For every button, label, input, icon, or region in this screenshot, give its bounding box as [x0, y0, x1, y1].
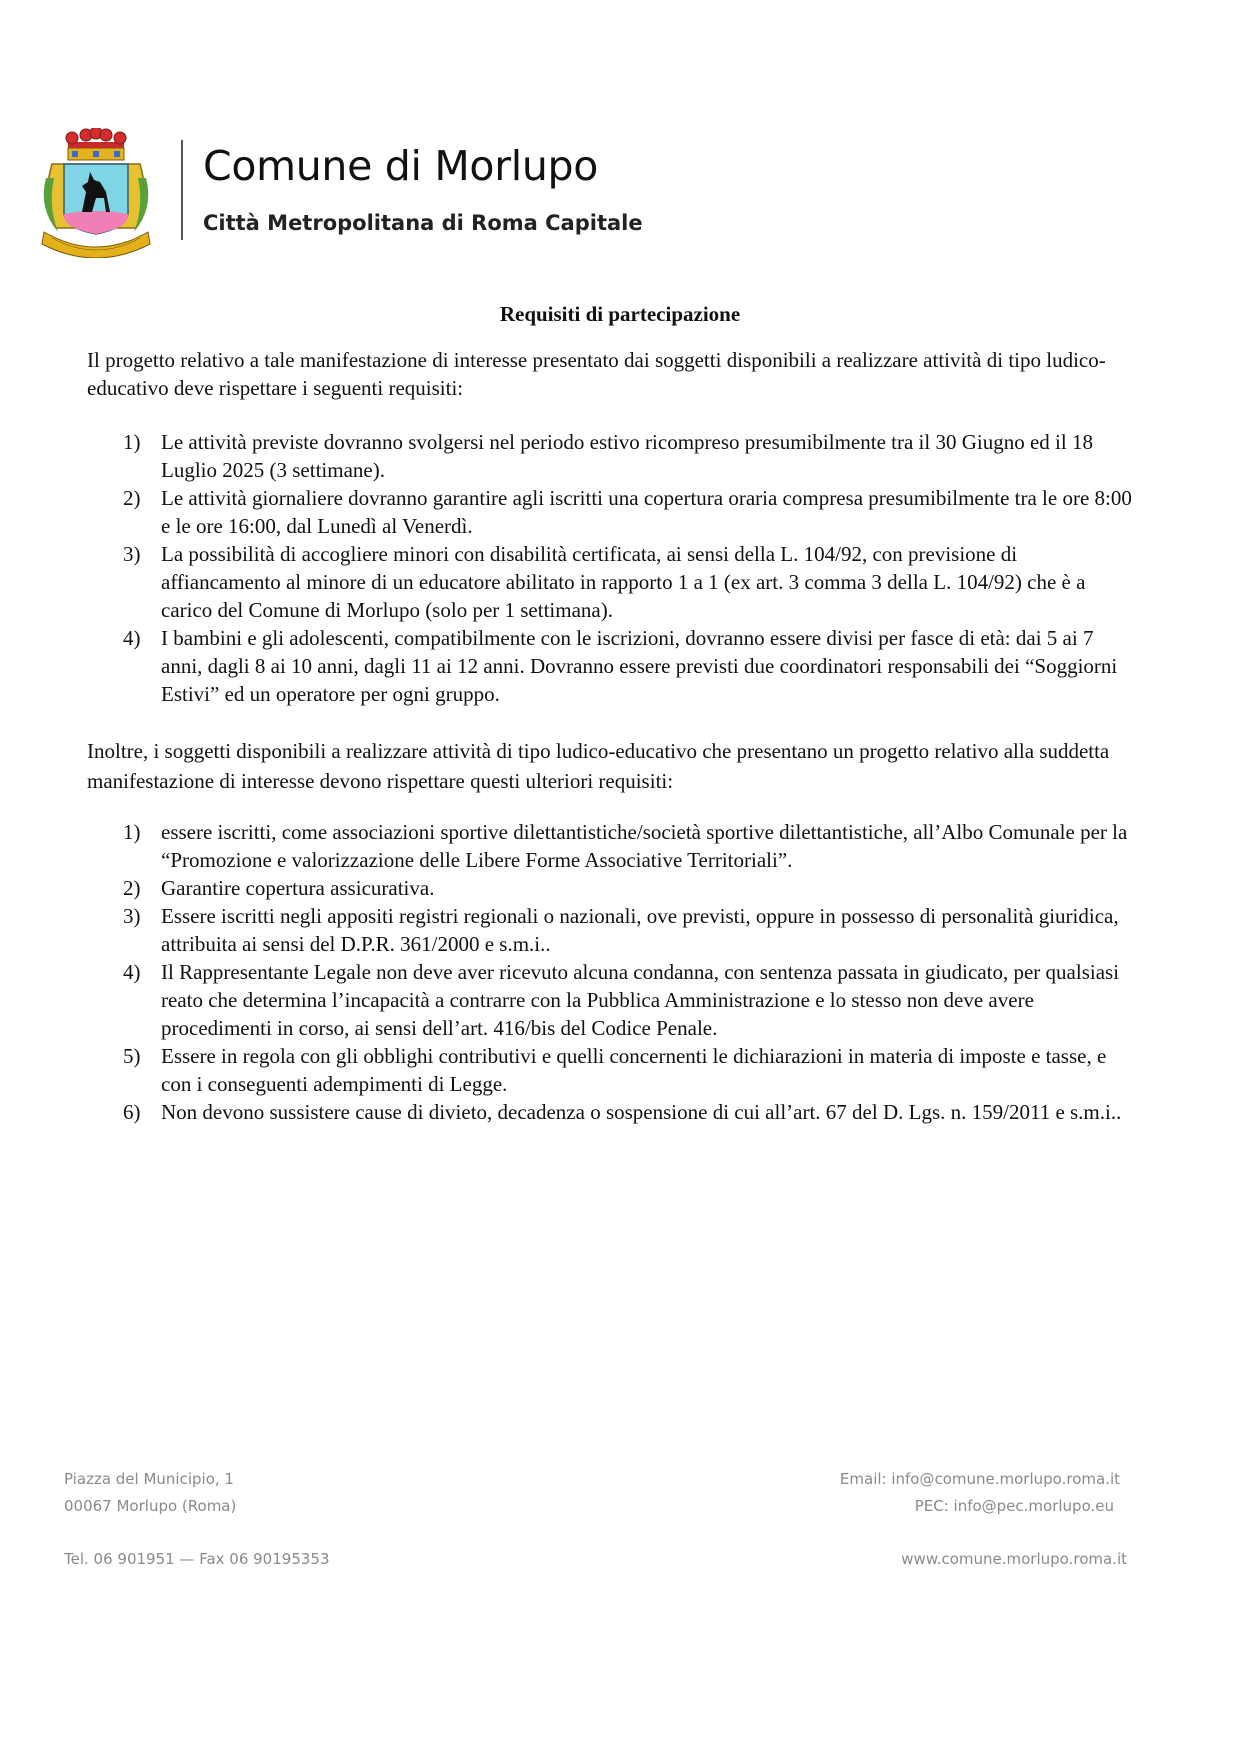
list-number: 5) [123, 1044, 141, 1068]
footer-address-line2: 00067 Morlupo (Roma) [64, 1497, 237, 1515]
coat-of-arms-icon [38, 128, 154, 258]
organization-name: Comune di Morlupo [203, 142, 599, 190]
list-text: Garantire copertura assicurativa. [161, 876, 435, 900]
intro-paragraph: Il progetto relativo a tale manifestazione di interesse presentato dai soggetti disponibili a realizzare attività di tipo ludico-educativo deve rispettare i seguenti requisiti: [87, 348, 1106, 400]
list-item [87, 874, 1137, 902]
list-text: Le attività previste dovranno svolgersi nel periodo estivo ricompreso presumibilmente tra il 30 Giugno ed il 18 Luglio 2025 (3 settimane). [161, 430, 1093, 482]
list-item [87, 1098, 1137, 1126]
list-item [87, 428, 1137, 484]
requirements-list-2 [87, 818, 1137, 1126]
list-number: 1) [123, 430, 141, 454]
footer-website: www.comune.morlupo.roma.it [901, 1550, 1127, 1568]
list-number: 6) [123, 1100, 141, 1124]
list-number: 2) [123, 486, 141, 510]
list-number: 4) [123, 626, 141, 650]
document-title: Requisiti di partecipazione [499, 302, 741, 326]
list-item [87, 818, 1137, 874]
list-text: Essere in regola con gli obblighi contributivi e quelli concernenti le dichiarazioni in materia di imposte e tasse, e con i conseguenti adempimenti di Legge. [161, 1044, 1107, 1096]
requirements-list-1 [87, 428, 1137, 708]
list-number: 3) [123, 904, 141, 928]
list-item [87, 540, 1137, 624]
intro2-section [87, 736, 1137, 796]
list-item [87, 958, 1137, 1042]
list-text: Il Rappresentante Legale non deve aver ricevuto alcuna condanna, con sentenza passata in giudicato, per qualsiasi reato che determina l’incapacità a contrarre con la Pubblica Amministrazione e lo stesso non deve avere procedimenti in corso, ai sensi dell’art. 416/bis del Codice Penale. [161, 960, 1120, 1040]
list-item [87, 1042, 1137, 1098]
list-text: Non devono sussistere cause di divieto, decadenza o sospensione di cui all’art. 67 del D. Lgs. n. 159/2011 e s.m.i.. [161, 1100, 1122, 1124]
list-number: 4) [123, 960, 141, 984]
intro2-paragraph: Inoltre, i soggetti disponibili a realizzare attività di tipo ludico-educativo che presentano un progetto relativo alla suddetta manifestazione di interesse devono rispettare questi ulteriori requisiti: [87, 739, 1110, 793]
list-text: essere iscritti, come associazioni sportive dilettantistiche/società sportive dilettantistiche, all’Albo Comunale per la “Promozione e valorizzazione delle Libere Forme Associative Territoriali”. [161, 820, 1128, 872]
list-item [87, 484, 1137, 540]
organization-subtitle: Città Metropolitana di Roma Capitale [203, 211, 643, 235]
footer-address-line1: Piazza del Municipio, 1 [64, 1470, 234, 1488]
list-text: Le attività giornaliere dovranno garantire agli iscritti una copertura oraria compresa presumibilmente tra le ore 8:00 e le ore 16:00, dal Lunedì al Venerdì. [161, 486, 1132, 538]
list-item [87, 624, 1137, 708]
list-number: 2) [123, 876, 141, 900]
footer-pec: PEC: info@pec.morlupo.eu [914, 1497, 1114, 1515]
list-item [87, 902, 1137, 958]
list-text: Essere iscritti negli appositi registri regionali o nazionali, ove previsti, oppure in possesso di personalità giuridica, attribuita ai sensi del D.P.R. 361/2000 e s.m.i.. [161, 904, 1119, 956]
list-number: 1) [123, 820, 141, 844]
list-text: La possibilità di accogliere minori con disabilità certificata, ai sensi della L. 104/92, con previsione di affiancamento al minore di un educatore abilitato in rapporto 1 a 1 (ex art. 3 comma 3 della L. 104/92) che è a carico del Comune di Morlupo (solo per 1 settimana). [161, 542, 1086, 622]
list-text: I bambini e gli adolescenti, compatibilmente con le iscrizioni, dovranno essere divisi per fasce di età: dai 5 ai 7 anni, dagli 8 ai 10 anni, dagli 11 ai 12 anni. Dovranno essere previsti due coordinatori responsabili dei “Soggiorni Estivi” ed un operatore per ogni gruppo. [161, 626, 1118, 706]
list-number: 3) [123, 542, 141, 566]
intro-section [87, 346, 1137, 402]
footer-phone-fax: Tel. 06 901951 — Fax 06 90195353 [64, 1550, 330, 1568]
footer-email: Email: info@comune.morlupo.roma.it [839, 1470, 1120, 1488]
header-divider [181, 140, 183, 240]
